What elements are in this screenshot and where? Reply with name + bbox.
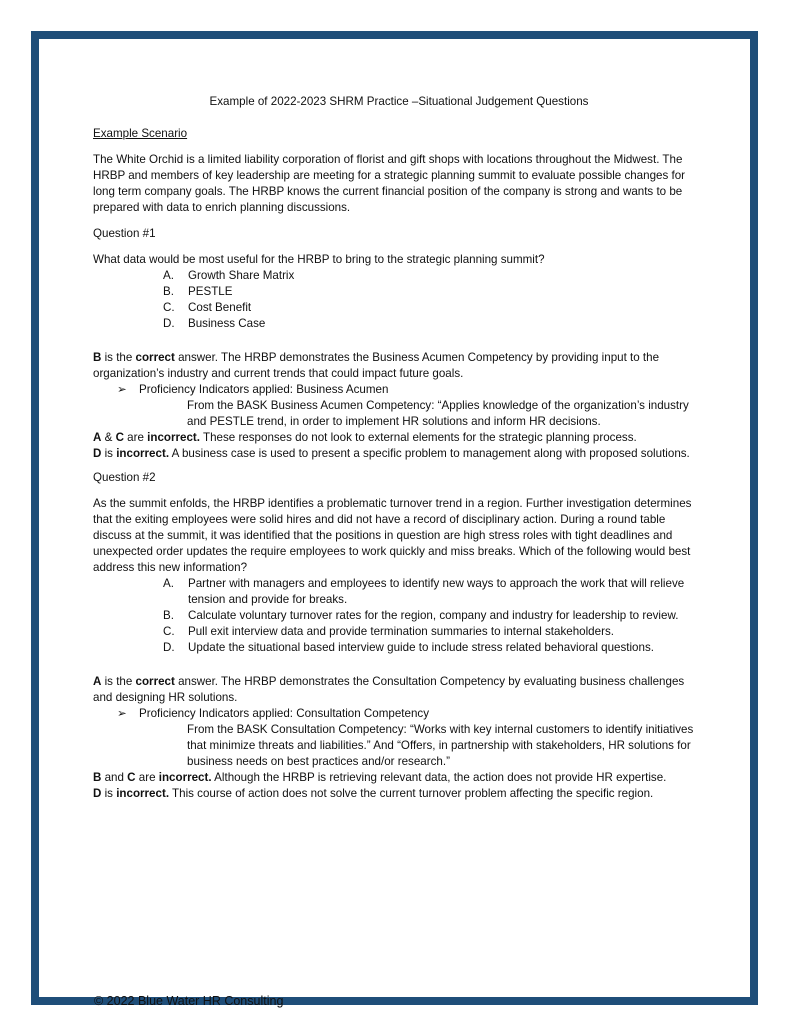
option-text: Pull exit interview data and provide termination summaries to internal stakeholders. — [188, 625, 614, 638]
incorrect-connector: is — [101, 787, 117, 800]
option-letter: D. — [163, 641, 175, 654]
question-2-incorrect-bc — [93, 770, 705, 786]
option-text: Cost Benefit — [188, 301, 252, 314]
option-letter: C. — [163, 625, 175, 638]
incorrect-letter: D — [93, 787, 102, 800]
incorrect-letter: C — [127, 771, 136, 784]
answer-letter: B — [93, 351, 102, 364]
incorrect-word: incorrect. — [147, 431, 200, 444]
option-letter: A. — [163, 269, 174, 282]
option-item — [163, 608, 705, 624]
answer-connector: is the — [101, 675, 136, 688]
option-letter: B. — [163, 285, 174, 298]
incorrect-letter: D — [93, 447, 102, 460]
indicator-text: Proficiency Indicators applied: Consultation Competency — [139, 707, 429, 720]
answer-correct-word: correct — [135, 351, 175, 364]
incorrect-explanation: This course of action does not solve the current turnover problem affecting the specific region. — [169, 787, 654, 800]
question-2-text: As the summit enfolds, the HRBP identifies a problematic turnover trend in a region. Further investigation determines that the exiting employees were solid hires and did not have a record of disciplinary action. During a round table discuss at the summit, it was identified that the positions in question are high stress roles with tight deadlines and unexpected order updates the require employees to work quickly and miss breaks. Which of the following would best address this new information? — [93, 497, 692, 574]
question-1-indicator — [117, 382, 705, 398]
question-1-incorrect-d — [93, 446, 705, 462]
question-1-options — [93, 268, 705, 332]
option-item — [163, 640, 705, 656]
incorrect-explanation: Although the HRBP is retrieving relevant data, the action does not provide HR expertise. — [211, 771, 667, 784]
scenario-heading: Example Scenario — [93, 127, 188, 140]
question-2-answer — [93, 674, 705, 706]
question-1-label: Question #1 — [93, 227, 156, 240]
answer-connector: is the — [101, 351, 136, 364]
option-text: Business Case — [188, 317, 266, 330]
option-item — [163, 300, 705, 316]
option-text: PESTLE — [188, 285, 233, 298]
question-2-incorrect-d — [93, 786, 705, 802]
incorrect-letter: A — [93, 431, 102, 444]
incorrect-connector: & — [101, 431, 116, 444]
indicator-text: Proficiency Indicators applied: Business Acumen — [139, 383, 389, 396]
question-1-incorrect-ac — [93, 430, 705, 446]
answer-explanation: answer. The HRBP demonstrates the Consultation Competency by evaluating business challenges and designing HR solutions. — [93, 675, 685, 704]
option-letter: A. — [163, 577, 174, 590]
question-2-indicator — [117, 706, 705, 722]
option-letter: D. — [163, 317, 175, 330]
option-item — [163, 316, 705, 332]
option-text: Growth Share Matrix — [188, 269, 295, 282]
answer-correct-word: correct — [135, 675, 175, 688]
incorrect-explanation: These responses do not look to external elements for the strategic planning process. — [199, 431, 637, 444]
option-item — [163, 576, 705, 608]
answer-explanation: answer. The HRBP demonstrates the Business Acumen Competency by providing input to the organization’s industry and current trends that could impact future goals. — [93, 351, 660, 380]
copyright-footer: © 2022 Blue Water HR Consulting — [94, 994, 284, 1008]
incorrect-explanation: A business case is used to present a specific problem to management along with proposed solutions. — [169, 447, 690, 460]
question-2-label: Question #2 — [93, 471, 156, 484]
incorrect-connector: is — [101, 447, 117, 460]
option-text: Calculate voluntary turnover rates for the region, company and industry for leadership to review. — [188, 609, 679, 622]
option-letter: B. — [163, 609, 174, 622]
incorrect-connector: are — [123, 431, 148, 444]
arrow-bullet-icon: ➢ — [117, 383, 127, 396]
incorrect-connector: are — [135, 771, 159, 784]
question-1-quote: From the BASK Business Acumen Competency: “Applies knowledge of the organization’s industry and PESTLE trend, in order to implement HR solutions and inform HR decisions. — [187, 399, 689, 428]
option-item — [163, 268, 705, 284]
document-title: Example of 2022-2023 SHRM Practice –Situational Judgement Questions — [209, 95, 589, 108]
arrow-bullet-icon: ➢ — [117, 707, 127, 720]
question-1-answer — [93, 350, 705, 382]
option-text: Partner with managers and employees to identify new ways to approach the work that will relieve tension and provide for breaks. — [188, 577, 685, 606]
incorrect-word: incorrect. — [158, 771, 212, 784]
incorrect-letter: B — [93, 771, 102, 784]
incorrect-connector: and — [101, 771, 128, 784]
incorrect-word: incorrect. — [116, 787, 170, 800]
question-2-quote: From the BASK Consultation Competency: “Works with key internal customers to identify initiatives that minimize threats and liabilities.” And “Offers, in partnership with stakeholders, HR solutions for business needs on best practices and/or research.” — [187, 723, 694, 768]
incorrect-word: incorrect. — [116, 447, 170, 460]
document-body — [93, 94, 705, 802]
question-2-options — [93, 576, 705, 656]
option-item — [163, 284, 705, 300]
answer-letter: A — [93, 675, 102, 688]
option-letter: C. — [163, 301, 175, 314]
question-1-text: What data would be most useful for the HRBP to bring to the strategic planning summit? — [93, 253, 545, 266]
option-text: Update the situational based interview guide to include stress related behavioral questions. — [188, 641, 654, 654]
incorrect-letter: C — [115, 431, 124, 444]
option-item — [163, 624, 705, 640]
scenario-text: The White Orchid is a limited liability corporation of florist and gift shops with locations throughout the Midwest. The HRBP and members of key leadership are meeting for a strategic planning summit to evaluate possible changes for long term company goals. The HRBP knows the current financial position of the company is strong and wants to be prepared with data to enrich planning discussions. — [93, 153, 686, 214]
